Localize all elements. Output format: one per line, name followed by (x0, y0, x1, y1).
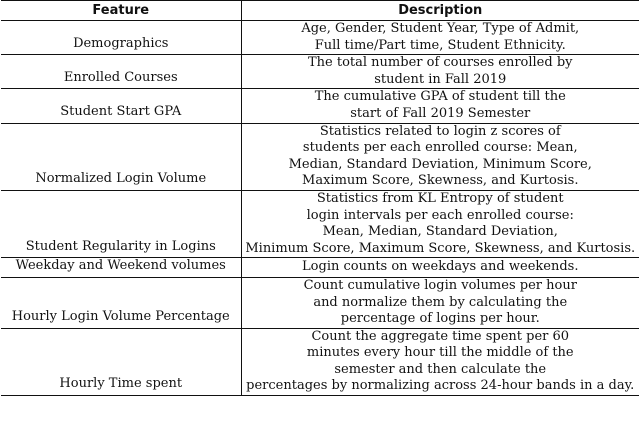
description-line: login intervals per each enrolled course: (306, 207, 574, 223)
description-line: student in Fall 2019 (374, 71, 507, 87)
description-cell (241, 89, 639, 123)
table-row (1, 258, 639, 278)
description-line: Maximum Score, Skewness, and Kurtosis. (302, 173, 579, 189)
feature-cell: Hourly Time spent (1, 328, 241, 395)
description-line: Full time/Part time, Student Ethnicity. (314, 37, 566, 53)
description-line: students per each enrolled course: Mean, (302, 140, 578, 156)
description-line: Statistics related to login z scores of (319, 123, 561, 139)
table-header-row (1, 1, 639, 21)
description-line: Median, Standard Deviation, Minimum Score, (288, 156, 592, 172)
description-line: semester and then calculate the (334, 361, 547, 377)
description-line: Mean, Median, Standard Deviation, (322, 224, 558, 240)
table-row (1, 328, 639, 395)
description-cell (241, 258, 639, 278)
description-line: Age, Gender, Student Year, Type of Admit, (301, 21, 580, 36)
description-line: minutes every hour till the middle of the (306, 345, 574, 361)
feature-cell: Weekday and Weekend volumes (1, 258, 241, 278)
feature-cell: Enrolled Courses (1, 55, 241, 89)
header-feature: Feature (1, 1, 241, 21)
feature-cell: Demographics (1, 21, 241, 55)
description-line: Minimum Score, Maximum Score, Skewness, and Kurtosis. (245, 240, 636, 256)
description-line: percentages by normalizing across 24-hour bands in a day. (246, 378, 635, 394)
description-line: The total number of courses enrolled by (308, 55, 573, 71)
table-row (1, 55, 639, 89)
description-line: The cumulative GPA of student till the (314, 89, 566, 105)
description-line: Count cumulative login volumes per hour (303, 277, 577, 293)
description-line: and normalize them by calculating the (313, 294, 568, 310)
feature-description-table (1, 0, 639, 396)
description-line: percentage of logins per hour. (340, 311, 540, 327)
description-line: Statistics from KL Entropy of student (316, 190, 564, 206)
description-line: Login counts on weekdays and weekends. (302, 259, 579, 275)
description-line: Count the aggregate time spent per 60 (311, 328, 570, 344)
description-cell (241, 123, 639, 190)
description-cell (241, 21, 639, 55)
description-cell (241, 190, 639, 257)
table-row (1, 123, 639, 190)
feature-cell: Student Regularity in Logins (1, 190, 241, 257)
description-cell (241, 55, 639, 89)
description-cell (241, 277, 639, 328)
feature-cell: Hourly Login Volume Percentage (1, 277, 241, 328)
table-row (1, 190, 639, 257)
feature-cell: Normalized Login Volume (1, 123, 241, 190)
feature-cell: Student Start GPA (1, 89, 241, 123)
table-row (1, 89, 639, 123)
header-description: Description (241, 1, 639, 21)
description-line: start of Fall 2019 Semester (350, 105, 531, 121)
description-cell (241, 328, 639, 395)
table-row (1, 277, 639, 328)
table-row (1, 21, 639, 55)
